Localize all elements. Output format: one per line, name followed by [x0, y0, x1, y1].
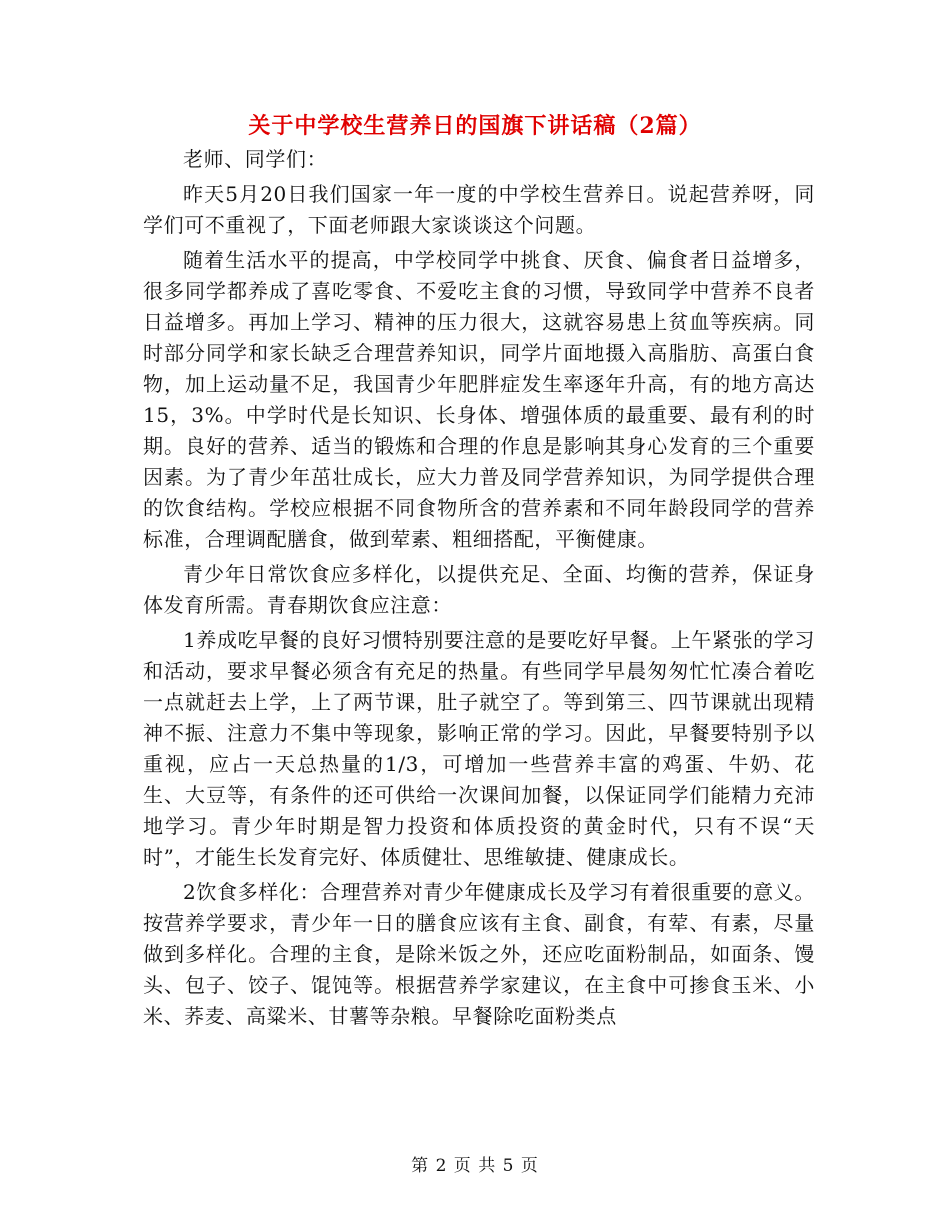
- paragraph-salutation: 老师、同学们：: [183, 147, 328, 171]
- paragraph: 2饮食多样化：合理营养对青少年健康成长及学习有着很重要的意义。按营养学要求，青少年一日的膳食应该有主食、副食，有荤、有素，尽量做到多样化。合理的主食，是除米饭之外，还应吃面粉制品，如面条、馒头、包子、饺子、馄饨等。根据营养学家建议，在主食中可掺食玉米、小米、荞麦、高粱米、甘薯等杂粮。早餐除吃面粉类点: [143, 880, 815, 1028]
- paragraph: 青少年日常饮食应多样化，以提供充足、全面、均衡的营养，保证身体发育所需。青春期饮食应注意：: [143, 562, 815, 617]
- paragraph: 1养成吃早餐的良好习惯特别要注意的是要吃好早餐。上午紧张的学习和活动，要求早餐必须含有充足的热量。有些同学早晨匆匆忙忙凑合着吃一点就赶去上学，上了两节课，肚子就空了。等到第三、四节课就出现精神不振、注意力不集中等现象，影响正常的学习。因此，早餐要特别予以重视，应占一天总热量的1/3，可增加一些营养丰富的鸡蛋、牛奶、花生、大豆等，有条件的还可供给一次课间加餐，以保证同学们能精力充沛地学习。青少年时期是智力投资和体质投资的黄金时代，只有不误“天时”，才能生长发育完好、体质健壮、思维敏捷、健康成长。: [143, 628, 815, 869]
- document-title: 关于中学校生营养日的国旗下讲话稿（2篇）: [248, 113, 702, 139]
- page-number-footer: 第 2 页 共 5 页: [411, 1156, 539, 1176]
- paragraph: 随着生活水平的提高，中学校同学中挑食、厌食、偏食者日益增多，很多同学都养成了喜吃零食、不爱吃主食的习惯，导致同学中营养不良者日益增多。再加上学习、精神的压力很大，这就容易患上贫血等疾病。同时部分同学和家长缺乏合理营养知识，同学片面地摄入高脂肪、高蛋白食物，加上运动量不足，我国青少年肥胖症发生率逐年升高，有的地方高达15，3%。中学时代是长知识、长身体、增强体质的最重要、最有利的时期。良好的营养、适当的锻炼和合理的作息是影响其身心发育的三个重要因素。为了青少年茁壮成长，应大力普及同学营养知识，为同学提供合理的饮食结构。学校应根据不同食物所含的营养素和不同年龄段同学的营养标准，合理调配膳食，做到荤素、粗细搭配，平衡健康。: [143, 248, 815, 551]
- document-body: [143, 144, 815, 1036]
- paragraph: 昨天5月20日我们国家一年一度的中学校生营养日。说起营养呀，同学们可不重视了，下面老师跟大家谈谈这个问题。: [143, 182, 815, 237]
